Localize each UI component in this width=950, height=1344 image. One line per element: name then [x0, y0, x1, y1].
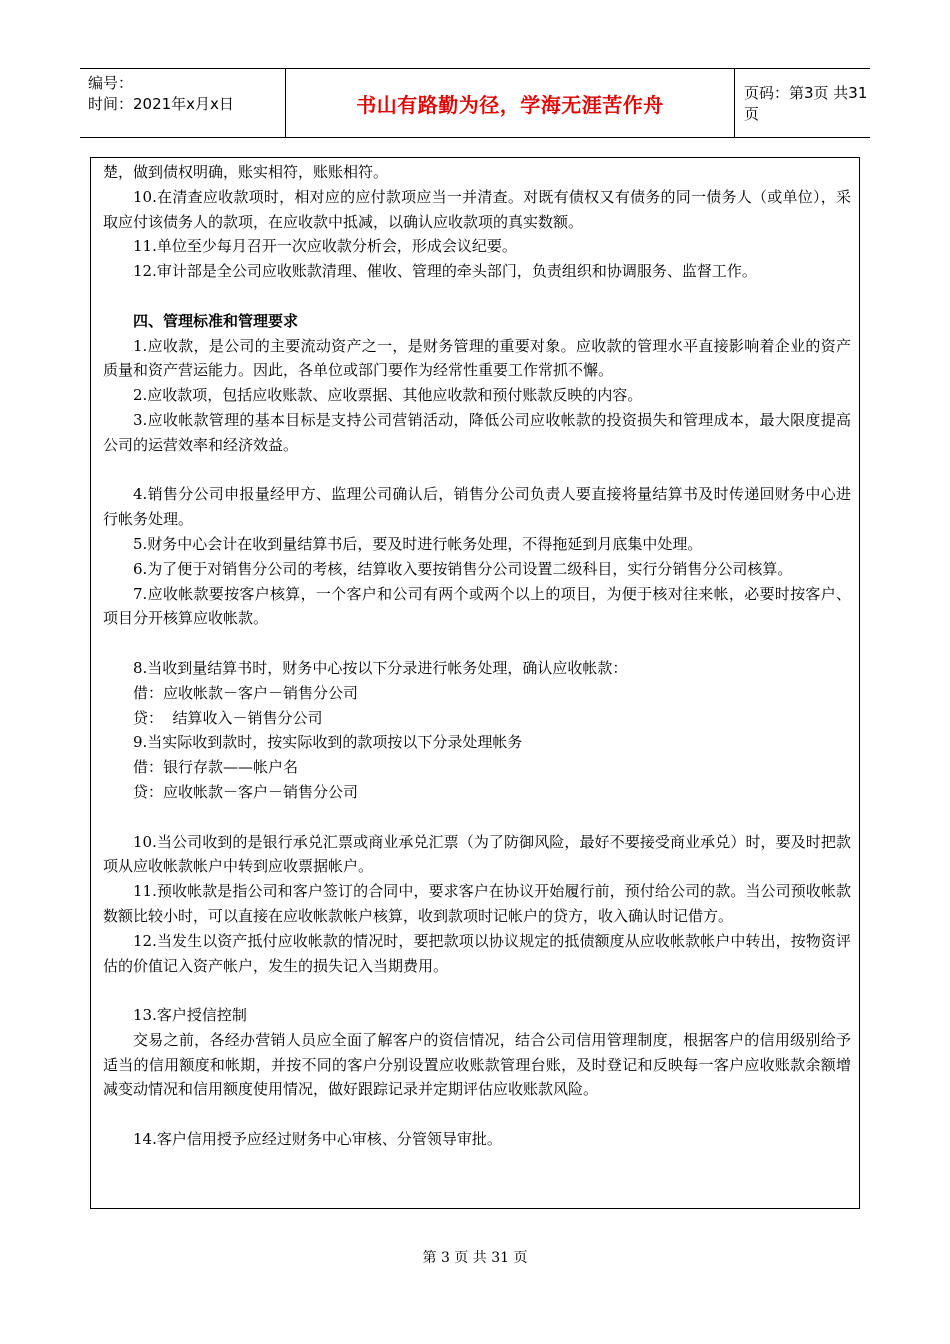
header-meta — [80, 69, 285, 137]
journal-entry: 贷： 结算收入－销售分公司 — [133, 708, 323, 727]
page-footer — [0, 1247, 950, 1267]
section-heading: 四、管理标准和管理要求 — [133, 311, 299, 330]
paragraph: 13.客户授信控制 — [133, 1006, 247, 1025]
spacer — [103, 631, 851, 656]
paragraph: 10.在清查应收款项时，相对应的应付款项应当一并清查。对既有债权又有债务的同一债务人（或单位），采取应付该债务人的款项，在应收款中抵减，以确认应收款项的真实数额。 — [103, 187, 851, 231]
paragraph: 5.财务中心会计在收到量结算书后，要及时进行帐务处理，不得拖延到月底集中处理。 — [133, 534, 703, 553]
spacer — [103, 978, 851, 1003]
paragraph: 交易之前，各经办营销人员应全面了解客户的资信情况，结合公司信用管理制度，根据客户的信用级别给予适当的信用额度和帐期，并按不同的客户分别设置应收账款管理台账，及时登记和反映每一客户应收账款余额增减变动情况和信用额度使用情况，做好跟踪记录并定期评估应收账款风险。 — [103, 1030, 851, 1099]
spacer — [103, 458, 851, 483]
paragraph: 楚，做到债权明确，账实相符，账账相符。 — [103, 163, 389, 181]
content-body — [103, 160, 851, 1152]
journal-entry: 借：应收帐款－客户－销售分公司 — [133, 683, 359, 702]
paragraph: 2.应收款项，包括应收账款、应收票据、其他应收款和预付账款反映的内容。 — [133, 386, 643, 405]
spacer — [103, 284, 851, 309]
paragraph: 3.应收帐款管理的基本目标是支持公司营销活动，降低公司应收帐款的投资损失和管理成本，最大限度提高公司的运营效率和经济效益。 — [103, 410, 851, 454]
document-header — [80, 68, 870, 138]
paragraph: 12.当发生以资产抵付应收帐款的情况时，要把款项以协议规定的抵债额度从应收帐款帐户中转出，按物资评估的价值记入资产帐户，发生的损失记入当期费用。 — [103, 931, 851, 975]
paragraph: 9.当实际收到款时，按实际收到的款项按以下分录处理帐务 — [133, 733, 523, 752]
header-motto-cell — [285, 69, 735, 137]
header-page-info — [735, 69, 870, 137]
time-label: 时间：2021年x月x日 — [88, 95, 234, 113]
journal-entry: 贷：应收帐款－客户－销售分公司 — [133, 782, 359, 801]
page-info: 页码：第3页 共31页 — [744, 84, 868, 123]
paragraph: 11.预收帐款是指公司和客户签订的合同中，要求客户在协议开始履行前，预付给公司的款。当公司预收帐款数额比较小时，可以直接在应收帐款帐户核算，收到款项时记帐户的贷方，收入确认时记借方。 — [103, 882, 851, 925]
spacer — [103, 805, 851, 830]
paragraph: 8.当收到量结算书时，财务中心按以下分录进行帐务处理，确认应收帐款： — [133, 658, 628, 677]
paragraph: 1.应收款，是公司的主要流动资产之一，是财务管理的重要对象。应收款的管理水平直接影响着企业的资产质量和资产营运能力。因此，各单位或部门要作为经常性重要工作常抓不懈。 — [103, 336, 851, 380]
number-label: 编号： — [88, 74, 134, 92]
spacer — [103, 1102, 851, 1127]
paragraph: 14.客户信用授予应经过财务中心审核、分管领导审批。 — [133, 1130, 502, 1149]
paragraph: 10.当公司收到的是银行承兑汇票或商业承兑汇票（为了防御风险，最好不要接受商业承兑）时，要及时把款项从应收帐款帐户中转到应收票据帐户。 — [103, 832, 851, 876]
paragraph: 12.审计部是全公司应收账款清理、催收、管理的牵头部门，负责组织和协调服务、监督工作。 — [133, 262, 757, 281]
paragraph: 4.销售分公司申报量经甲方、监理公司确认后，销售分公司负责人要直接将量结算书及时传递回财务中心进行帐务处理。 — [103, 485, 851, 529]
paragraph: 7.应收帐款要按客户核算，一个客户和公司有两个或两个以上的项目，为便于核对往来帐，必要时按客户、项目分开核算应收帐款。 — [103, 584, 851, 628]
paragraph: 11.单位至少每月召开一次应收款分析会，形成会议纪要。 — [133, 237, 517, 256]
footer-page-number: 第 3 页 共 31 页 — [422, 1250, 528, 1266]
paragraph: 6.为了便于对销售分公司的考核，结算收入要按销售分公司设置二级科目，实行分销售分公司核算。 — [133, 559, 793, 578]
motto: 书山有路勤为径，学海无涯苦作舟 — [356, 92, 664, 117]
journal-entry: 借：银行存款——帐户名 — [133, 758, 299, 777]
